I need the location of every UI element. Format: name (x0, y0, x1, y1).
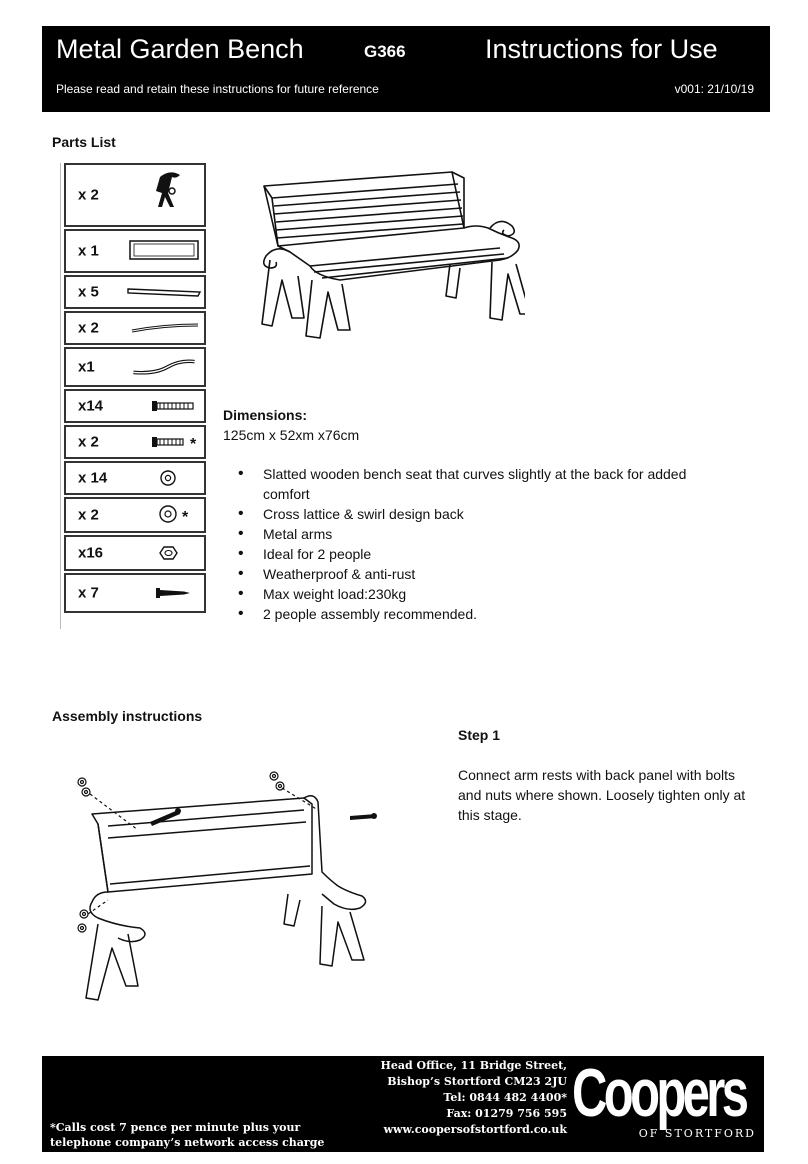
back-panel-icon (124, 231, 204, 271)
calls-cost-note (50, 1120, 324, 1150)
header-bar (42, 26, 770, 112)
part-row (64, 389, 206, 423)
calls-line: telephone company’s network access charge (50, 1136, 325, 1149)
part-qty: x1 (78, 358, 95, 376)
feature-list (238, 464, 718, 624)
feature-item: • Cross lattice & swirl design back (238, 504, 718, 524)
fax: Fax: 01279 756 595 (446, 1107, 567, 1120)
part-qty: x 5 (78, 283, 99, 301)
instructions-heading: Instructions for Use (485, 34, 718, 64)
part-qty: x 14 (78, 469, 108, 487)
product-code: G366 (364, 42, 406, 61)
dimensions-label: Dimensions: (223, 407, 308, 423)
step-text: Connect arm rests with back panel with bolts and nuts where shown. Loosely tighten only at this stage. (458, 767, 746, 823)
feature-item: • Slatted wooden bench seat that curves slightly at the back for added comfort (238, 464, 718, 504)
feature-item: • 2 people assembly recommended. (238, 604, 718, 624)
head-office-address (352, 1058, 567, 1138)
feature-item: • Weatherproof & anti-rust (238, 564, 718, 584)
curved-bar-icon (124, 349, 204, 385)
version-label: v001: 21/10/19 (674, 82, 754, 96)
part-row (64, 461, 206, 495)
dimensions-value: 125cm x 52xm x76cm (223, 427, 360, 443)
screw-icon (124, 575, 204, 611)
bench-end-icon (124, 165, 204, 225)
step-title: Step 1 (458, 727, 501, 743)
telephone: Tel: 0844 482 4400* (443, 1091, 567, 1104)
feature-item: • Ideal for 2 people (238, 544, 718, 564)
assembly-heading: Assembly instructions (52, 708, 203, 724)
part-row (64, 497, 206, 533)
dimensions-block (223, 405, 359, 445)
product-title: Metal Garden Bench (56, 34, 304, 64)
calls-line: *Calls cost 7 pence per minute plus your (50, 1121, 301, 1134)
seat-slat-icon (124, 277, 204, 307)
logo-wordmark: Coopers (572, 1055, 746, 1131)
feature-item: • Max weight load:230kg (238, 584, 718, 604)
retain-note: Please read and retain these instructions for future reference (56, 82, 379, 96)
bolt-spare-icon (124, 427, 204, 457)
parts-divider (60, 163, 61, 629)
part-qty: x16 (78, 544, 104, 562)
bench-illustration (250, 168, 525, 343)
logo-subtitle: OF STORTFORD (638, 1127, 756, 1140)
part-qty: x 2 (78, 319, 99, 337)
support-bar-icon (124, 313, 204, 343)
address-line: Bishop’s Stortford CM23 2JU (387, 1075, 567, 1088)
part-qty: x 2 (78, 506, 99, 524)
part-qty: x14 (78, 397, 104, 415)
part-row (64, 573, 206, 613)
washer-icon (124, 463, 204, 493)
part-row (64, 425, 206, 459)
spare-mark: * (182, 509, 189, 526)
assembly-diagram (68, 764, 398, 1024)
address-line: Head Office, 11 Bridge Street, (380, 1059, 567, 1072)
part-row (64, 229, 206, 273)
part-row (64, 535, 206, 571)
part-qty: x 7 (78, 584, 99, 602)
part-row (64, 347, 206, 387)
washer-spare-icon (124, 499, 204, 531)
part-qty: x 1 (78, 242, 99, 260)
part-row (64, 163, 206, 227)
spare-mark: * (190, 436, 197, 453)
parts-list-heading: Parts List (52, 134, 116, 150)
bolt-icon (124, 391, 204, 421)
footer-bar (42, 1056, 764, 1152)
part-qty: x 2 (78, 186, 99, 204)
website: www.coopersofstortford.co.uk (383, 1123, 567, 1136)
feature-item: • Metal arms (238, 524, 718, 544)
part-row (64, 311, 206, 345)
coopers-logo (570, 1055, 760, 1148)
part-qty: x 2 (78, 433, 99, 451)
nut-icon (124, 537, 204, 569)
part-row (64, 275, 206, 309)
parts-list (60, 163, 210, 629)
